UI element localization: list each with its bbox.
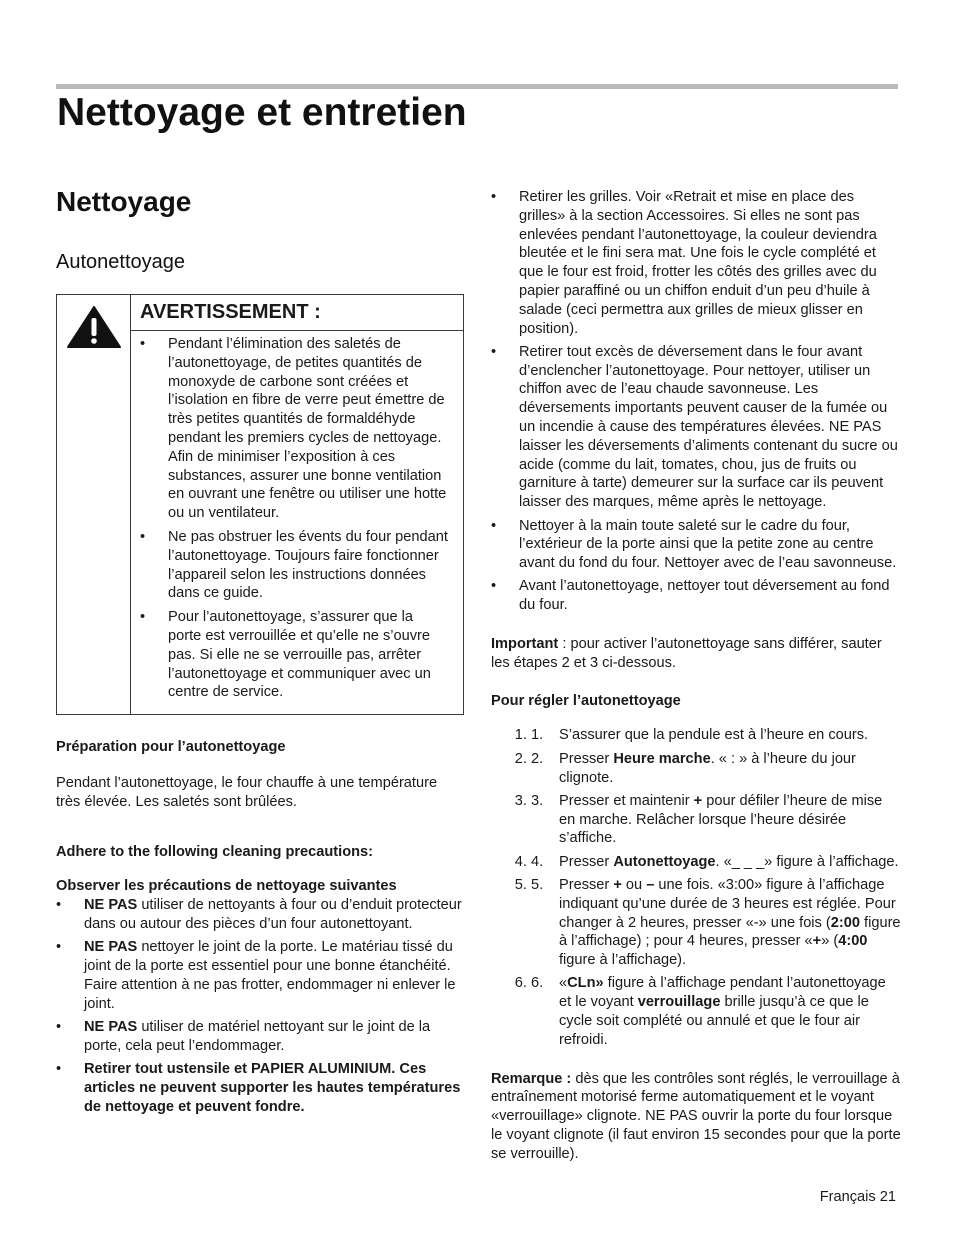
precaution-item: [56, 1018, 464, 1056]
warning-item: • Pour l’autonettoyage, s’assurer que la porte est verrouillée et qu’elle ne s’ouvre pas. Si elle ne se verrouille pas, arrêter l’autonettoyage et communiquer avec un centre de service.: [140, 608, 449, 702]
step-key: –: [646, 877, 655, 893]
step-text: » (: [821, 933, 839, 950]
important-label: Important: [491, 636, 559, 653]
step-text: figure à l’affichage) ; pour 4 heures, presser «: [559, 914, 901, 950]
precaution-bold: NE PAS: [84, 1018, 138, 1035]
precaution-text: utiliser de nettoyants à four ou d’enduit protecteur dans ou autour des pièces d’un four autonettoyant.: [84, 897, 462, 932]
step-key: verrouillage: [637, 994, 721, 1011]
step-key: Autonettoyage: [613, 853, 716, 870]
step-key: +: [693, 792, 703, 809]
step-text: Presser: [559, 750, 614, 767]
precaution-text: nettoyer le joint de la porte. Le matériau tissé du joint de la porte est essentiel pour une bonne étanchéité. Faire attention à ne pas frotter, endommager ni enlever le joint.: [84, 939, 456, 1012]
warning-content: [131, 295, 463, 714]
prep-bullets: [491, 188, 901, 615]
precaution-item: [56, 896, 464, 934]
adhere-heading: Adhere to the following cleaning precautions:: [56, 843, 374, 860]
precautions-heading: Observer les précautions de nettoyage suivantes: [56, 878, 397, 895]
precaution-item: [56, 1060, 464, 1116]
step-key: Heure marche: [613, 750, 711, 767]
step-text: brille jusqu’à ce que le cycle soit complété ou annulé et que le four air refroidi.: [559, 994, 869, 1048]
step-text: . « : » à l’heure du jour clignote.: [559, 750, 856, 786]
page-footer: Français 21: [819, 1189, 896, 1205]
warning-item: • Ne pas obstruer les évents du four pendant l’autonettoyage. Toujours faire fonctionner l’appareil selon les instructions données dans ce guide.: [140, 528, 449, 603]
step-text: figure à l’affichage pendant l’autonettoyage et le voyant: [559, 975, 886, 1011]
step-item: [531, 974, 901, 1049]
warning-box: [56, 294, 464, 715]
page-title: Nettoyage et entretien: [57, 91, 467, 134]
set-heading: Pour régler l’autonettoyage: [491, 692, 681, 709]
step-key: 4:00: [838, 933, 868, 950]
step-item: [531, 750, 901, 788]
step-number: 4. 4.: [531, 853, 544, 870]
step-text: une fois. «3:00» figure à l’affichage indiquant qu’une durée de 3 heures est réglée. Pour changer à 2 heures, presser «-» une fois (: [559, 877, 896, 931]
step-key: +: [613, 877, 622, 893]
step-text: «: [559, 975, 568, 992]
warning-triangle-icon: [66, 305, 122, 349]
step-number: 5. 5.: [531, 877, 544, 893]
warning-icon-cell: [57, 295, 131, 714]
step-text: S’assurer que la pendule est à l’heure en cours.: [559, 727, 869, 744]
prep-bullet: • Retirer tout excès de déversement dans le four avant d’enclencher l’autonettoyage. Pour nettoyer, utiliser un chiffon avec de l’eau chaude savonneuse. Les déversements importants peuvent causer de la fumée ou un incendie à cause des températures élevées. NE PAS laisser les déversements d’aliments contenant du sucre ou acide (comme du lait, tomates, chou, jus de fruits ou garniture à tarte) demeurer sur la surface car ils peuvent laisser des marques, même après le nettoyage.: [491, 343, 901, 512]
prep-bullet: • Nettoyer à la main toute saleté sur le cadre du four, l’extérieur de la porte ainsi que la petite zone au centre avant du fond du four. Nettoyer avec de l’eau savonneuse.: [491, 517, 901, 573]
precautions-list: [56, 896, 464, 1116]
remarque-note: [491, 1070, 901, 1164]
steps-list: [491, 726, 901, 1049]
step-number: 1. 1.: [531, 727, 544, 744]
remarque-label: Remarque :: [491, 1070, 572, 1087]
step-key: 2:00: [830, 914, 860, 931]
step-text: pour défiler l’heure de mise en marche. Relâcher lorsque l’heure désirée s’affiche.: [559, 792, 883, 847]
step-text: . «_ _ _» figure à l’affichage.: [715, 853, 899, 870]
precaution-bold: NE PAS: [84, 939, 138, 956]
subsection-title: Autonettoyage: [56, 251, 185, 273]
step-item: [531, 726, 901, 745]
precaution-item: [56, 938, 464, 1013]
important-note: [491, 635, 901, 673]
step-text: Presser: [559, 853, 614, 870]
step-number: 6. 6.: [531, 975, 544, 992]
warning-item: • Pendant l’élimination des saletés de l’autonettoyage, de petites quantités de monoxyde de carbone sont créées et l’isolation en fibre de verre peut émettre de très petites quantités de formaldéhyde pendant les premiers cycles de nettoyage. Afin de minimiser l’exposition à ces substances, assurer une bonne ventilation en ouvrant une fenêtre ou utiliser une hotte ou un ventilateur.: [140, 335, 449, 523]
step-item: [531, 876, 901, 970]
step-text: figure à l’affichage).: [559, 952, 687, 969]
left-column: [56, 185, 464, 1121]
warning-list: [131, 331, 463, 714]
prep-bullet: • Retirer les grilles. Voir «Retrait et mise en place des grilles» à la section Accessoires. Si elles ne sont pas enlevées pendant l’autonettoyage, la couleur deviendra bleutée et le fini sera mat. Une fois le cycle complété et que le four est froid, frotter les côtés des grilles avec du papier paraffiné ou un chiffon enduit d’un peu d’huile à salade (ceci permettra aux grilles de mieux glisser en position).: [491, 188, 901, 338]
step-item: [531, 792, 901, 848]
warning-header: AVERTISSEMENT :: [131, 295, 463, 331]
step-key: +: [812, 933, 822, 950]
step-item: [531, 853, 901, 872]
step-number: 3. 3.: [531, 792, 544, 809]
prep-bullet: • Avant l’autonettoyage, nettoyer tout déversement au fond du four.: [491, 577, 901, 615]
right-column: [491, 188, 901, 1164]
precaution-bold: NE PAS: [84, 897, 138, 914]
important-text: : pour activer l’autonettoyage sans différer, sauter les étapes 2 et 3 ci-dessous.: [491, 636, 882, 671]
section-title: Nettoyage: [56, 186, 192, 217]
prep-heading: Préparation pour l’autonettoyage: [56, 739, 286, 756]
step-number: 2. 2.: [531, 750, 544, 767]
remarque-text: dès que les contrôles sont réglés, le verrouillage à entraînement motorisé ferme automatiquement et le voyant «verrouillage» clignote. NE PAS ouvrir la porte du four lorsque le voyant clignote (il faut environ 15 secondes pour que la porte se verrouille).: [491, 1070, 901, 1162]
step-text: Presser et maintenir: [559, 792, 694, 809]
step-text: Presser: [559, 877, 614, 893]
prep-text: Pendant l’autonettoyage, le four chauffe à une température très élevée. Les saletés sont brûlées.: [56, 774, 438, 810]
step-key: CLn»: [567, 975, 604, 992]
precaution-bold: Retirer tout ustensile et PAPIER ALUMINIUM. Ces articles ne peuvent supporter les hautes températures de nettoyage et peuvent fondre.: [84, 1061, 461, 1115]
step-text: ou: [621, 877, 647, 893]
precaution-text: utiliser de matériel nettoyant sur le joint de la porte, cela peut l’endommager.: [84, 1018, 431, 1054]
